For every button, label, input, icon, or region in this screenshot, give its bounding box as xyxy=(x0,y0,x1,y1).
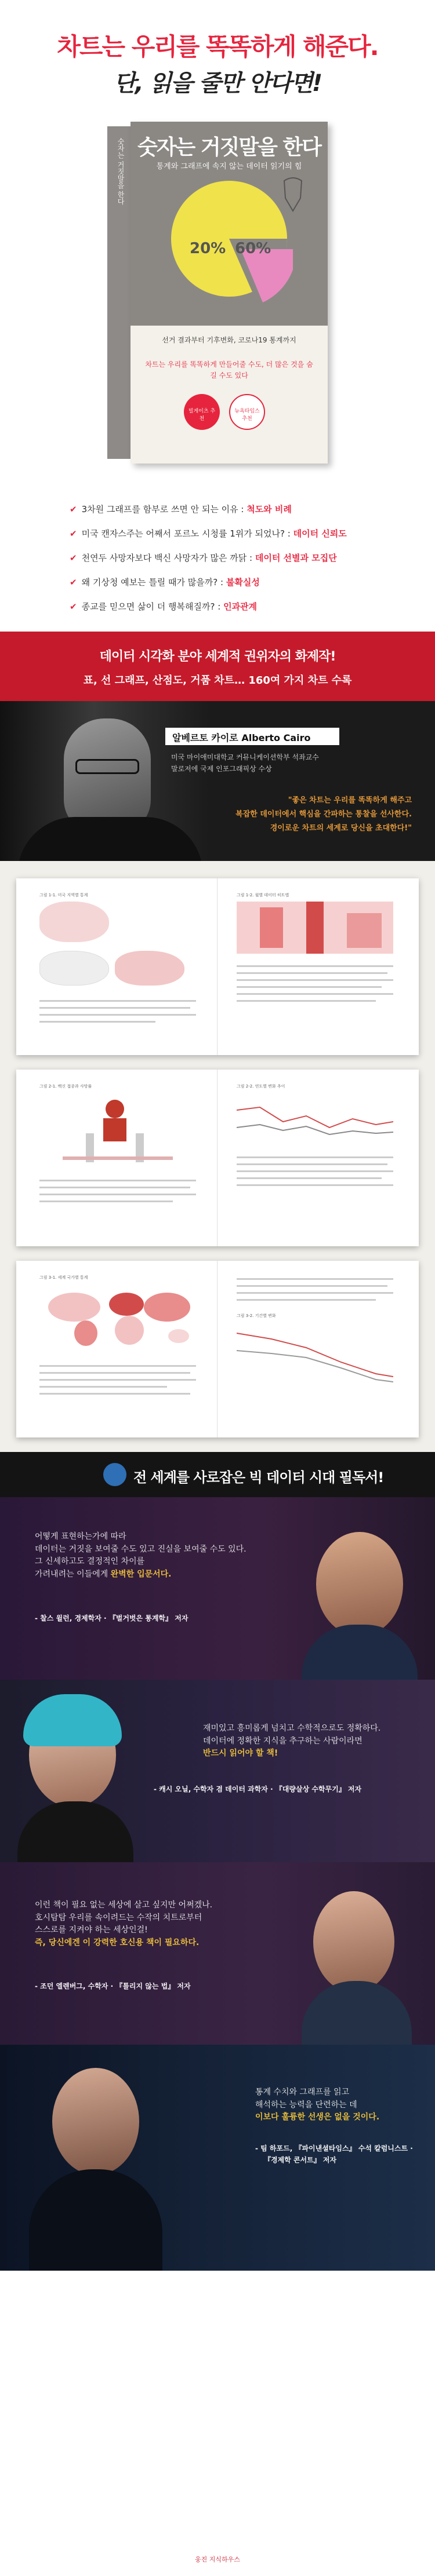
check-icon: ✔ xyxy=(70,601,77,612)
highlights-checklist xyxy=(0,487,435,632)
cover-badge-1 xyxy=(184,394,220,430)
text-line xyxy=(237,972,387,974)
quote-line: 통계 수치와 그래프를 읽고 xyxy=(255,2088,350,2097)
testimonial-2 xyxy=(0,1680,435,1862)
text-line xyxy=(39,1021,155,1023)
text-line xyxy=(39,1007,190,1009)
testimonial-3 xyxy=(0,1862,435,2045)
checklist-text: 천연두 사망자보다 백신 사망자가 많은 까닭 : xyxy=(81,553,253,563)
checklist-item xyxy=(70,600,257,612)
text-line xyxy=(237,979,393,981)
text-line xyxy=(39,1372,190,1374)
testimonial-quote xyxy=(255,2086,379,2124)
text-line xyxy=(237,1285,387,1287)
quote-line: 재미있고 흥미롭게 넘치고 수학적으로도 정확하다. xyxy=(203,1724,381,1733)
spread-gutter xyxy=(217,878,218,1055)
quote-line: 해석하는 능력을 단련하는 데 xyxy=(255,2100,357,2110)
book-front-cover xyxy=(130,122,328,464)
figure-heatmap xyxy=(237,902,393,954)
award-ribbon-icon xyxy=(273,175,313,216)
quote-text: 가려내려는 이들에게 xyxy=(35,1570,111,1579)
author-section xyxy=(0,701,435,861)
author-name: 알베르토 카이로 Alberto Cairo xyxy=(172,732,311,743)
text-line xyxy=(39,1014,196,1016)
checklist-text: 종교를 믿으면 삶이 더 행복해질까? : xyxy=(81,601,221,612)
checklist-text: 3차원 그래프를 함부로 쓰면 안 되는 이유 : xyxy=(81,504,244,515)
checklist-highlight: 인과관계 xyxy=(223,601,258,612)
figure-map xyxy=(39,902,109,942)
publisher-name: 웅진 지식하우스 xyxy=(195,2556,240,2563)
book-spine xyxy=(107,126,130,459)
red-banner-subtitle: 표, 선 그래프, 산점도, 거품 차트… 160여 가지 차트 수록 xyxy=(83,674,352,687)
book-image xyxy=(107,122,328,464)
text-line xyxy=(39,1365,196,1367)
checklist-text: 왜 기상청 예보는 틀릴 때가 많을까? : xyxy=(81,577,224,588)
testimonial-attribution: - 찰스 윌런, 경제학자 · 『벌거벗은 통계학』 저자 xyxy=(35,1614,188,1622)
text-line xyxy=(237,1292,393,1294)
text-line xyxy=(237,965,393,967)
quote-line: 데이터에 정확한 지식을 추구하는 사람이라면 xyxy=(203,1736,362,1746)
text-line xyxy=(237,1184,393,1186)
checklist-item xyxy=(70,503,292,515)
page-spread-3 xyxy=(16,1261,419,1437)
testimonial-4 xyxy=(0,2045,435,2271)
text-line xyxy=(237,1278,393,1280)
header-section xyxy=(0,0,435,110)
quote-line: 이런 책이 필요 없는 세상에 살고 싶지만 어쩌겠나. xyxy=(35,1900,213,1910)
check-icon: ✔ xyxy=(70,553,77,563)
publisher-logo xyxy=(0,2555,435,2564)
badge-1-label: 빌게이츠 추천 xyxy=(188,408,216,422)
spine-title: 숫자는 거짓말을 한다 xyxy=(117,138,125,205)
quote-line: 그 신세하고도 결정적인 차이를 xyxy=(35,1557,145,1567)
author-quote-1: "좋은 차트는 우리를 똑똑하게 해주고 xyxy=(288,796,412,805)
figure-world-map xyxy=(39,1284,196,1348)
figure-title: 그림 2-2. 연도별 변화 추이 xyxy=(237,1084,285,1089)
cover-subtitle: 통계와 그래프에 속지 않는 데이터 읽기의 힘 xyxy=(156,162,302,171)
figure-line-chart xyxy=(237,1322,393,1391)
quote-line: 데이터는 거짓을 보여줄 수도 있고 진실을 보여줄 수도 있다. xyxy=(35,1544,246,1554)
figure-title: 그림 2-1. 백신 접종과 사망률 xyxy=(39,1084,92,1089)
spread-gutter xyxy=(217,1261,218,1437)
text-line xyxy=(237,993,393,995)
checklist-highlight: 데이터 신뢰도 xyxy=(293,528,347,539)
testimonial-quote xyxy=(203,1723,380,1760)
badge-2-label: 뉴욕타임스 추천 xyxy=(234,408,260,422)
figure-title: 그림 3-2. 기간별 변화 xyxy=(237,1313,276,1318)
checklist-highlight: 데이터 선별과 모집단 xyxy=(255,553,337,563)
text-line xyxy=(39,1187,190,1188)
checklist-item xyxy=(70,576,260,588)
testimonial-attribution: 『경제학 콘서트』 저자 xyxy=(264,2156,337,2164)
reviewer-jacket xyxy=(29,2169,162,2271)
author-name-band xyxy=(165,728,339,745)
red-banner-title: 데이터 시각화 분야 세계적 권위자의 화제작! xyxy=(99,650,336,664)
red-banner xyxy=(0,632,435,701)
text-line xyxy=(39,1180,196,1181)
author-quote-2: 복잡한 데이터에서 핵심을 간파하는 통찰을 선사한다. xyxy=(235,810,412,819)
testimonial-attribution: - 팀 하포드, 『파이낸셜타임스』 수석 칼럼니스트 · xyxy=(255,2144,413,2152)
quote-line: 어떻게 표현하는가에 따라 xyxy=(35,1532,126,1541)
checklist-item xyxy=(70,527,347,539)
reviewer-hair xyxy=(23,1694,122,1746)
headline-sub: 단, 읽을 줄만 안다면! xyxy=(113,70,322,97)
checklist-item xyxy=(70,552,337,564)
figure-title: 그림 1-2. 월별 데이터 히트맵 xyxy=(237,893,289,897)
figure-title: 그림 1-1. 미국 지역별 통계 xyxy=(39,893,88,897)
text-line xyxy=(237,1000,376,1002)
figure-illustration xyxy=(51,1093,184,1162)
check-icon: ✔ xyxy=(70,528,77,539)
cover-blurb-highlight: 차트는 우리를 똑똑하게 만들어줄 수도, 더 많은 것을 숨길 수도 있다 xyxy=(145,360,313,380)
author-photo xyxy=(0,701,209,861)
cover-blurb: 선거 결과부터 기후변화, 코로나19 통계까지 xyxy=(162,336,296,344)
author-glasses xyxy=(75,759,139,774)
checklist-highlight: 척도와 비례 xyxy=(246,504,292,515)
text-line xyxy=(237,1299,376,1301)
reviewer-photo xyxy=(313,1891,394,1993)
inside-pages-section xyxy=(0,861,435,1452)
quote-highlight: 이보다 훌륭한 선생은 없을 것이다. xyxy=(255,2112,380,2122)
author-info-1: 미국 마이애미대학교 커뮤니케이션학부 석좌교수 xyxy=(171,753,319,761)
testimonial-attribution: - 캐시 오닐, 수학자 겸 데이터 과학자 · 『대량살상 수학무기』 저자 xyxy=(154,1785,362,1793)
reviewer-shirt xyxy=(17,1801,133,1862)
testimonial-1 xyxy=(0,1497,435,1680)
text-line xyxy=(237,986,382,988)
reviewer-photo xyxy=(316,1532,403,1636)
figure-title: 그림 3-1. 세계 국가별 통계 xyxy=(39,1275,88,1280)
globe-icon xyxy=(103,1463,126,1486)
figure-line-chart xyxy=(237,1093,393,1145)
testimonial-quote xyxy=(35,1531,246,1581)
quote-line: 호시탐탐 우리를 속이려드는 수작의 치트로부터 xyxy=(35,1913,202,1922)
figure-map xyxy=(115,951,184,986)
cover-badge-2 xyxy=(229,394,265,430)
testimonial-quote xyxy=(35,1899,212,1950)
quote-highlight: 반드시 읽어야 할 책! xyxy=(203,1749,278,1758)
headline-main: 차트는 우리를 똑똑하게 해준다. xyxy=(57,32,378,61)
spread-gutter xyxy=(217,1070,218,1246)
banner-must-read xyxy=(0,1452,435,1497)
author-quote-3: 경이로운 차트의 세계로 당신을 초대한다!" xyxy=(270,824,412,833)
text-line xyxy=(237,1156,393,1158)
quote-line xyxy=(35,1568,246,1581)
text-line xyxy=(237,1177,382,1179)
banner-must-read-text: 전 세계를 사로잡은 빅 데이터 시대 필독서! xyxy=(133,1469,384,1486)
text-line xyxy=(39,1194,196,1195)
quote-highlight: 완벽한 입문서다. xyxy=(110,1570,172,1579)
pie-label-a: 20% xyxy=(190,240,226,257)
check-icon: ✔ xyxy=(70,504,77,515)
author-info-2: 말로저에 국제 인포그래픽상 수상 xyxy=(171,765,272,773)
text-line xyxy=(39,1000,196,1002)
cover-title: 숫자는 거짓말을 한다 xyxy=(137,136,321,159)
text-line xyxy=(237,1170,393,1172)
quote-line: 스스로를 지켜야 하는 세상인걸! xyxy=(35,1925,148,1935)
text-line xyxy=(237,1163,387,1165)
text-line xyxy=(39,1393,190,1395)
text-line xyxy=(39,1386,167,1388)
footer-section xyxy=(0,2271,435,2576)
pie-label-b: 60% xyxy=(235,240,271,257)
reviewer-photo xyxy=(52,2068,139,2175)
book-cover-section xyxy=(0,110,435,487)
reviewer-suit xyxy=(302,1625,418,1680)
text-line xyxy=(39,1379,196,1381)
page-spread-2 xyxy=(16,1070,419,1246)
reviewer-shirt xyxy=(302,1981,412,2045)
check-icon: ✔ xyxy=(70,577,77,588)
quote-highlight: 즉, 당신에겐 이 강력한 호신용 책이 필요하다. xyxy=(35,1938,200,1948)
checklist-text: 미국 캔자스주는 어째서 포르노 시청률 1위가 되었나? : xyxy=(81,528,291,539)
page-spread-1 xyxy=(16,878,419,1055)
text-line xyxy=(39,1201,173,1202)
figure-map xyxy=(39,951,109,986)
checklist-highlight: 불확실성 xyxy=(226,577,260,588)
testimonial-attribution: - 조던 엘렌버그, 수학자 · 『틀리지 않는 법』 저자 xyxy=(35,1982,191,1990)
